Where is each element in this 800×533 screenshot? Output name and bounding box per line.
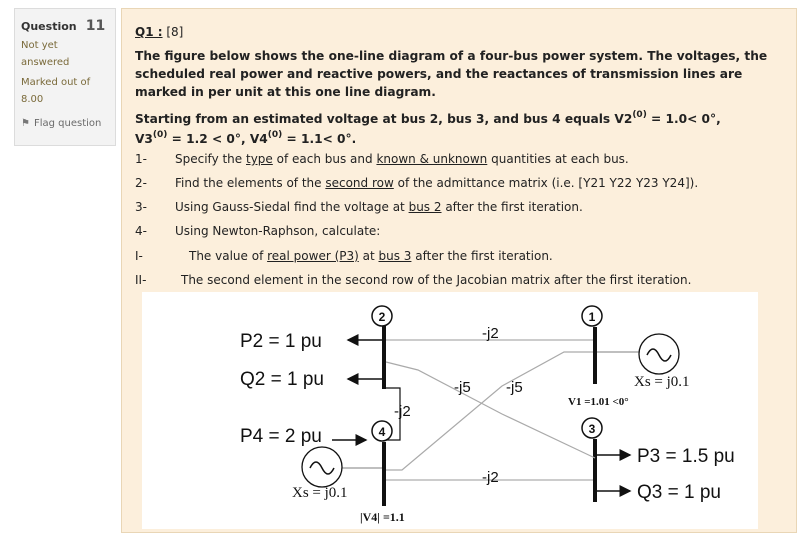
impedance-2-1: -j2 bbox=[482, 325, 499, 342]
generator-4-icon bbox=[302, 447, 342, 487]
impedance-2-3: -j5 bbox=[454, 379, 471, 396]
impedance-1-4: -j5 bbox=[506, 379, 523, 396]
one-line-diagram bbox=[142, 292, 758, 529]
q2-label: Q2 = 1 pu bbox=[240, 369, 324, 390]
q3-label: Q3 = 1 pu bbox=[637, 482, 721, 503]
list-item: 2- Find the elements of the second row of the admittance matrix (i.e. [Y21 Y22 Y23 Y24]). bbox=[135, 176, 699, 190]
question-info-panel bbox=[14, 8, 116, 146]
question-grade: Marked out of 8.00 bbox=[21, 77, 91, 105]
generator-1-icon bbox=[639, 334, 679, 374]
svg-text:1: 1 bbox=[588, 310, 596, 324]
bus-3-label bbox=[582, 418, 602, 438]
svg-text:2: 2 bbox=[378, 310, 386, 324]
list-item: 4- Using Newton-Raphson, calculate: bbox=[135, 224, 381, 238]
svg-text:3: 3 bbox=[588, 422, 596, 436]
question-status: Not yet answered bbox=[21, 40, 70, 68]
question-marks: [8] bbox=[166, 25, 184, 39]
impedance-2-4: -j2 bbox=[394, 403, 411, 420]
bus-4-label bbox=[372, 421, 392, 441]
flag-question-label: Flag question bbox=[33, 118, 102, 129]
one-line-diagram-svg bbox=[142, 292, 758, 529]
xs-1-label: Xs = j0.1 bbox=[634, 374, 690, 390]
p4-label: P4 = 2 pu bbox=[240, 426, 322, 447]
question-prefix: Q1 : bbox=[135, 25, 163, 39]
flag-question-button[interactable] bbox=[21, 118, 109, 129]
v4-label: |V4| =1.1 bbox=[360, 510, 405, 524]
bus-1-label bbox=[582, 306, 602, 326]
sub-list-item: I- The value of real power (P3) at bus 3 after the first iteration. bbox=[135, 249, 553, 263]
impedance-4-3: -j2 bbox=[482, 469, 499, 486]
flag-icon: ⚑ bbox=[21, 118, 30, 129]
list-item: 3- Using Gauss-Siedal find the voltage at bus 2 after the first iteration. bbox=[135, 200, 583, 214]
question-label: Question bbox=[21, 20, 77, 33]
line-2-3 bbox=[386, 362, 595, 458]
question-number: 11 bbox=[85, 18, 106, 34]
v1-label: V1 =1.01 <0° bbox=[568, 396, 629, 408]
bus-2-label bbox=[372, 306, 392, 326]
p3-label: P3 = 1.5 pu bbox=[637, 446, 735, 467]
question-header bbox=[135, 25, 183, 39]
list-item: 1- Specify the type of each bus and known & unknown quantities at each bus. bbox=[135, 152, 629, 166]
question-intro: The figure below shows the one-line diagram of a four-bus power system. The voltages, the scheduled real power and reactive powers, and the reactances of transmission lines are marked in per unit at this one line diagram. bbox=[135, 49, 768, 99]
p2-label: P2 = 1 pu bbox=[240, 331, 322, 352]
xs-4-label: Xs = j0.1 bbox=[292, 485, 348, 501]
question-initial-voltages: Starting from an estimated voltage at bus 2, bus 3, and bus 4 equals $V2^{(0)} = 1.0< 0^\circ$, $V3^{(0)} = 1.2 < 0^\circ$, $V4^{(0)} = 1.1< 0^\circ$. bbox=[135, 110, 721, 146]
svg-text:4: 4 bbox=[378, 425, 386, 439]
sub-list-item: II- The second element in the second row of the Jacobian matrix after the first iteration. bbox=[135, 273, 692, 287]
